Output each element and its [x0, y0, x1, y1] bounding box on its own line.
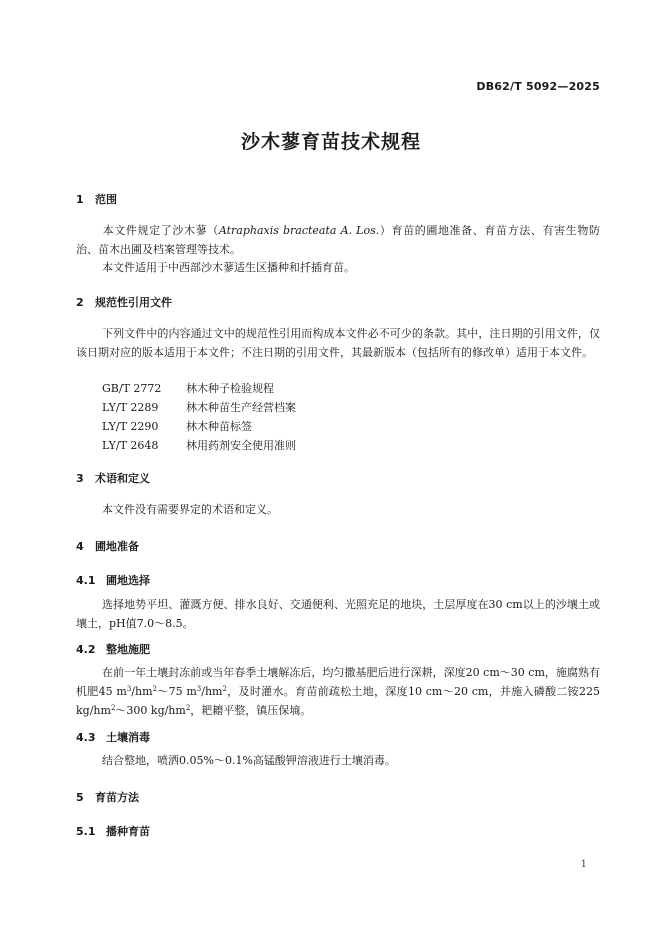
section-5-heading — [76, 789, 139, 805]
section-number: 2 — [76, 296, 84, 309]
section-title: 整地施肥 — [106, 643, 150, 656]
section-number: 4.1 — [76, 574, 96, 587]
section-1-heading — [76, 191, 117, 207]
section-5-1-heading — [76, 823, 150, 839]
section-4-1-paragraph: 选择地势平坦、灌溉方便、排水良好、交通便利、光照充足的地块，土层厚度在30 cm以上的沙壤土或壤土，pH值7.0～8.5。 — [76, 598, 600, 630]
section-title: 土壤消毒 — [106, 731, 150, 744]
section-title: 规范性引用文件 — [95, 296, 172, 309]
section-title: 范围 — [95, 193, 117, 206]
section-number: 1 — [76, 193, 84, 206]
page-number: 1 — [580, 859, 587, 870]
section-4-heading — [76, 538, 139, 554]
section-number: 5.1 — [76, 825, 96, 838]
section-1-paragraph-2: 本文件适用于中西部沙木蓼适生区播种和扦插育苗。 — [102, 261, 355, 274]
section-4-2-heading — [76, 641, 150, 657]
section-2-paragraph-1: 下列文件中的内容通过文中的规范性引用而构成本文件必不可少的条款。其中，注日期的引用文件，仅该日期对应的版本适用于本文件；不注日期的引用文件，其最新版本（包括所有的修改单）适用于本文件。 — [76, 327, 600, 359]
section-number: 4 — [76, 540, 84, 553]
section-title: 播种育苗 — [106, 825, 150, 838]
section-1-paragraph-1: 本文件规定了沙木蓼（Atraphaxis bracteata A. Los.）育苗的圃地准备、育苗方法、有害生物防治、苗木出圃及档案管理等技术。 — [76, 224, 601, 256]
section-number: 4.2 — [76, 643, 96, 656]
reference-item: LY/T 2290 林木种苗标签 — [102, 420, 252, 433]
section-number: 3 — [76, 472, 84, 485]
standard-code: DB62/T 5092—2025 — [476, 80, 600, 93]
reference-item: LY/T 2289 林木种苗生产经营档案 — [102, 401, 296, 414]
section-2-heading — [76, 294, 172, 310]
section-3-heading — [76, 470, 150, 486]
section-title: 圃地准备 — [95, 540, 139, 553]
document-title: 沙木蓼育苗技术规程 — [240, 131, 421, 153]
section-4-3-heading — [76, 729, 150, 745]
section-4-2-paragraph: 在前一年土壤封冻前或当年春季土壤解冻后，均匀撒基肥后进行深耕，深度20 cm～30 cm，施腐熟有机肥45 $m^3/hm^2\sim 75$ $m^3/hm^2$，及时灌水。育苗前疏松土地，深度10 cm～20 cm，并施入磷酸二铵225 $kg/hm^2\sim 300$ $kg/hm^2$，耙耱平整，镇压保墒。 — [76, 666, 600, 717]
reference-item: GB/T 2772 林木种子检验规程 — [102, 382, 274, 395]
section-title: 圃地选择 — [106, 574, 150, 587]
section-4-1-heading — [76, 572, 150, 588]
reference-item: LY/T 2648 林用药剂安全使用准则 — [102, 439, 296, 452]
section-number: 5 — [76, 791, 84, 804]
latin-name: Atraphaxis bracteata A. Los. — [218, 224, 380, 237]
section-4-3-paragraph: 结合整地，喷洒0.05%～0.1%高锰酸钾溶液进行土壤消毒。 — [102, 754, 396, 767]
section-3-paragraph-1: 本文件没有需要界定的术语和定义。 — [102, 503, 278, 516]
section-number: 4.3 — [76, 731, 96, 744]
section-title: 育苗方法 — [95, 791, 139, 804]
section-title: 术语和定义 — [95, 472, 150, 485]
